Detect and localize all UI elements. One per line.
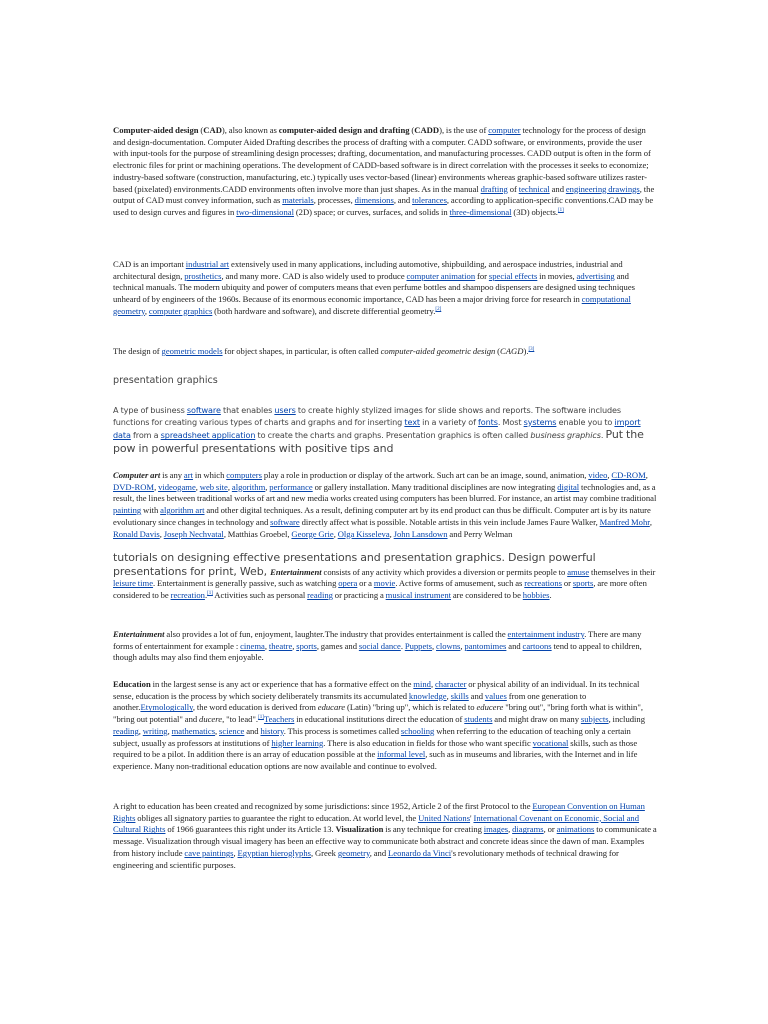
text-run: , (432, 640, 437, 651)
bold-term: Computer-aided design (113, 125, 199, 135)
text-run: , including (608, 714, 646, 725)
text-run: , such as in museums and libraries, with the Internet and in life experience. Many non-traditional education options are now available and continue to evolved. (113, 749, 638, 771)
presentation-graphics-paragraph (113, 405, 658, 455)
text-run: , (607, 470, 612, 480)
inline-link[interactable]: character (434, 679, 467, 689)
text-run: (3D) objects. (511, 206, 558, 217)
inline-link[interactable]: Olga Kisseleva (337, 528, 390, 539)
inline-link[interactable]: hobbies (522, 590, 550, 601)
inline-link[interactable]: subjects (580, 714, 609, 725)
section-heading-block (113, 375, 658, 386)
inline-link[interactable]: theatre (268, 640, 293, 651)
text-run: 's revolutionary methods of technical drawing for engineering and scientific purposes. (113, 847, 619, 870)
overlay-text: Put the pow in powerful presentations with positive tips and (113, 428, 644, 455)
text-run: , and many more. CAD is also widely used to produce (221, 270, 407, 281)
inline-link[interactable]: reading (307, 590, 333, 601)
text-run: and (244, 725, 261, 736)
citation-link[interactable]: [1] (207, 591, 213, 597)
inline-link[interactable]: mathematics (171, 725, 216, 736)
inline-link[interactable]: leisure time (113, 578, 154, 589)
text-run: "bring out", "bring forth what is within", "bring out potential" and (113, 702, 643, 725)
education-paragraph (113, 679, 658, 773)
overlay-text: tutorials on designing effective presentations and presentation graphics. Design powerful presentations for print, Web, (113, 551, 596, 578)
text-run: , (167, 725, 172, 736)
inline-link[interactable]: geometric models (161, 346, 223, 356)
text-run: . (600, 430, 606, 441)
text-run: , games and (316, 640, 359, 651)
text-run: . There are many forms of entertainment for example : (113, 629, 642, 651)
text-run: or gallery installation. Many traditional disciplines are now integrating (312, 481, 558, 492)
entertainment-paragraph (113, 551, 658, 602)
inline-link[interactable]: software (186, 405, 221, 415)
inline-link[interactable]: values (484, 690, 507, 701)
inline-link[interactable]: two-dimensional (236, 206, 294, 217)
citation-link[interactable]: [1] (258, 715, 264, 721)
text-run: , (265, 481, 270, 492)
text-run: , (138, 725, 143, 736)
inline-link[interactable]: DVD-ROM (113, 481, 155, 492)
text-run: for object shapes, in particular, is often called (222, 346, 381, 356)
text-run: , (215, 725, 220, 736)
inline-link[interactable]: history (260, 725, 284, 736)
bold-italic-term: Entertainment (270, 566, 322, 577)
text-run: with (141, 505, 161, 516)
text-run: , (333, 528, 338, 539)
inline-link[interactable]: sports (296, 640, 317, 651)
inline-link[interactable]: algorithm (231, 481, 266, 492)
text-run: from one generation to another. (113, 690, 587, 713)
text-run: , (430, 679, 435, 689)
text-run: and (506, 640, 523, 651)
citation (435, 307, 441, 312)
text-run: and (468, 690, 485, 701)
italic-term: ducere (199, 714, 223, 725)
text-run: from a (130, 430, 161, 441)
text-run: CAD is an important (113, 259, 186, 269)
text-run: or practicing a (332, 590, 386, 601)
text-run: is any (160, 470, 184, 480)
inline-link[interactable]: computer animation (406, 270, 476, 281)
inline-link[interactable]: John Lansdown (393, 528, 448, 539)
text-run: enable you to (556, 416, 615, 427)
text-run: , and (369, 847, 388, 858)
paragraph-text (113, 679, 658, 773)
inline-link[interactable]: United Nations (418, 812, 471, 823)
paragraph-text (113, 405, 658, 455)
inline-link[interactable]: tolerances (412, 195, 447, 206)
text-run: are considered to be (451, 590, 523, 601)
cagd-paragraph (113, 346, 658, 358)
citation-link[interactable]: [1] (557, 208, 564, 214)
text-run: and other digital techniques. As a result, defining computer art by its end product can thus be difficult. Computer art is by its nature evolutionary since changes in technology and (113, 505, 651, 527)
inline-link[interactable]: animations (556, 824, 595, 835)
text-run: A type of business (113, 405, 187, 415)
text-run: for (475, 270, 489, 281)
text-run: . (204, 590, 208, 601)
text-run: , the output of CAD must convey information, such as (113, 183, 655, 206)
bold-italic-term: Entertainment (113, 629, 165, 639)
inline-link[interactable]: sports (572, 578, 594, 589)
bold-term: CAD (203, 125, 222, 135)
text-run: and might draw on many (492, 714, 581, 725)
inline-link[interactable]: students (464, 714, 493, 725)
text-run: , the word education is derived from (192, 702, 318, 713)
citation-link[interactable]: [3] (528, 347, 535, 353)
text-run: , "to lead". (222, 714, 259, 725)
text-run: , (227, 481, 232, 492)
text-run: tend to appeal to children, though adults may also find them enjoyable. (113, 640, 642, 663)
inline-link[interactable]: import (614, 416, 641, 427)
text-run: , (144, 305, 149, 316)
text-run: and technical manuals. The modern ubiquity and power of computers means that even perfume bottles and shampoo dispensers are designed using techniques unheard of by engineers of the 1960s. Because of its enormous economic importance, CAD has been a major driving force for research in (113, 270, 635, 305)
inline-link[interactable]: videogame (158, 481, 196, 492)
inline-link[interactable]: Leonardo da Vinci (388, 847, 452, 858)
text-run: , (292, 640, 297, 651)
inline-link[interactable]: data (113, 430, 131, 441)
inline-link[interactable]: amuse (567, 566, 590, 577)
bold-term: computer-aided design and drafting (278, 125, 410, 135)
text-run: , (264, 640, 269, 651)
inline-link[interactable]: clowns (436, 640, 461, 651)
inline-link[interactable]: writing (142, 725, 168, 736)
inline-link[interactable]: performance (269, 481, 313, 492)
text-run: A right to education has been created and recognized by some jurisdictions: since 1952, Article 2 of the first Protocol to the (113, 801, 533, 811)
paragraph-text (113, 470, 658, 540)
inline-link[interactable]: computers (226, 470, 263, 480)
text-run: , and (393, 195, 413, 206)
text-run: in movies, (537, 270, 577, 281)
inline-link[interactable]: dimensions (354, 195, 394, 206)
inline-link[interactable]: industrial art (185, 259, 230, 269)
inline-link[interactable]: movie (373, 578, 396, 589)
text-run: (2D) space; or curves, surfaces, and solids in (293, 206, 450, 217)
inline-link[interactable]: three-dimensional (449, 206, 512, 217)
text-run: . (400, 640, 405, 651)
inline-link[interactable]: fonts (478, 416, 498, 427)
text-run: in a variety of (419, 416, 479, 427)
text-run: in educational institutions direct the education of (294, 714, 465, 725)
inline-link[interactable]: pantomimes (464, 640, 507, 651)
italic-term: business graphics (530, 430, 601, 441)
inline-link[interactable]: art (183, 470, 193, 480)
text-run: , (389, 528, 394, 539)
text-run: , according to application-specific conventions.CAD may be used to design curves and figures in (113, 195, 654, 217)
text-run: , (233, 847, 238, 858)
text-run: ), is the use of (439, 125, 489, 135)
text-run: , Greek (310, 847, 338, 858)
text-run: also provides a lot of fun, enjoyment, laughter.The industry that provides entertainment is called the (164, 629, 508, 639)
text-run: ( (409, 125, 415, 135)
cad-paragraph (113, 125, 658, 219)
inline-link[interactable]: cartoons (522, 640, 552, 651)
inline-link[interactable]: cinema (240, 640, 265, 651)
inline-link[interactable]: Ronald Davis (113, 528, 160, 539)
inline-link[interactable]: video (588, 470, 608, 480)
inline-link[interactable]: entertainment industry (507, 629, 585, 639)
inline-link[interactable]: informal level (377, 749, 426, 760)
inline-link[interactable]: George Grie (291, 528, 334, 539)
text-run: . This process is sometimes called (283, 725, 401, 736)
inline-link[interactable]: cave paintings (184, 847, 234, 858)
inline-link[interactable]: algorithm art (160, 505, 205, 516)
inline-link[interactable]: technical (518, 183, 550, 194)
italic-term: educere (476, 702, 504, 713)
text-run: technologies and, as a result, the lines between traditional works of art and new media works created using computers has been blurred. For instance, an artist may combine traditional (113, 481, 657, 504)
text-run: to create the charts and graphs. Presentation graphics is often called (255, 430, 531, 441)
citation-link[interactable]: [2] (435, 306, 442, 312)
text-run: . Entertainment is generally passive, such as watching (153, 578, 339, 589)
text-run: in the largest sense is any act or experience that has a formative effect on the (150, 679, 414, 689)
paragraph-text (113, 346, 658, 358)
text-run: directly affect what is possible. Notable artists in this vein include James Faure Walker, (299, 516, 600, 527)
cad-importance-paragraph (113, 259, 658, 318)
text-run: is any technique for creating (383, 824, 484, 835)
inline-link[interactable]: software (270, 516, 300, 527)
text-run: , (645, 470, 648, 480)
right-to-education-paragraph (113, 801, 658, 871)
text-run: , Matthias Groebel, (223, 528, 292, 539)
text-run: ). (523, 346, 529, 356)
inline-link[interactable]: painting (113, 505, 142, 516)
text-run: in which (192, 470, 227, 480)
text-run: to create highly stylized images for slide shows and reports. The software includes functions for creating various types of charts and graphs and for inserting (113, 405, 622, 427)
inline-link[interactable]: reading (113, 725, 139, 736)
text-run: technology for the process of design and design-documentation. Computer Aided Drafting describes the process of drafting with a computer. CADD software, or environments, provide the user with input-tools for the purpose of streamlining design processes; drafting, documentation, and manufacturing processes. CADD output is often in the form of electronic files for print or machining operations. The development of CADD-based software is in direct correlation with the processes it seeks to economize; industry-based software (construction, manufacturing, etc.) typically uses vector-based (linear) environments whereas graphic-based software utilizes raster-based (pixelated) environments.CADD environments often involve more than just shapes. As in the manual (113, 125, 651, 194)
inline-link[interactable]: text (404, 416, 420, 427)
inline-link[interactable]: musical instrument (385, 590, 452, 601)
text-run: Activities such as personal (212, 590, 308, 601)
inline-link[interactable]: systems (523, 416, 557, 427)
inline-link[interactable]: drafting (480, 183, 508, 194)
italic-term: educare (317, 702, 346, 713)
inline-link[interactable]: Manfred Mohr (599, 516, 650, 527)
inline-link[interactable]: users (274, 405, 296, 415)
bold-term: CADD (414, 125, 440, 135)
text-run: or a (357, 578, 374, 589)
text-run: ' (470, 812, 474, 823)
inline-link[interactable]: skills (450, 690, 469, 701)
text-run: and (549, 183, 566, 194)
paragraph-text (113, 551, 658, 602)
text-run: consists of any activity which provides a diversion or permits people to (321, 566, 568, 577)
inline-link[interactable]: materials (282, 195, 314, 206)
text-run: ( (198, 125, 204, 135)
text-run: and Perry Welman (447, 528, 513, 539)
paragraph-text (113, 801, 658, 871)
paragraph-text (113, 259, 658, 318)
text-run: . (549, 590, 552, 601)
italic-term: CAGD (500, 346, 524, 356)
citation (528, 347, 534, 352)
inline-link[interactable]: Etymologically (140, 702, 193, 713)
inline-link[interactable]: recreations (524, 578, 562, 589)
text-run: , (460, 640, 465, 651)
text-run: that enables (220, 405, 275, 415)
bold-italic-term: Computer art (113, 470, 161, 480)
inline-link[interactable]: special effects (488, 270, 538, 281)
inline-link[interactable]: higher learning (271, 737, 324, 748)
text-run: themselves in their (589, 566, 656, 577)
text-run: , (195, 481, 200, 492)
text-run: or physical ability of an individual. In its technical sense, education is the process by which society deliberately transmits its accumulated (113, 679, 640, 701)
inline-link[interactable]: European Convention on Human Rights (113, 801, 645, 823)
computer-art-paragraph (113, 470, 658, 540)
text-run: , (159, 528, 164, 539)
section-heading: presentation graphics (113, 375, 218, 386)
inline-link[interactable]: diagrams (512, 824, 544, 835)
paragraph-text (113, 629, 658, 664)
text-run: ), also known as (221, 125, 279, 135)
text-run: (Latin) "bring up", which is related to (345, 702, 477, 713)
inline-link[interactable]: social dance (358, 640, 401, 651)
text-run: , (508, 824, 513, 835)
inline-link[interactable]: images (483, 824, 509, 835)
text-run: of 1966 guarantees this right under its Article 13. (165, 824, 336, 835)
inline-link[interactable]: digital (557, 481, 580, 492)
inline-link[interactable]: web site (199, 481, 228, 492)
text-run: when referring to the education of teaching only a certain subject, usually as professors at institutions of (113, 725, 631, 748)
inline-link[interactable]: advertising (576, 270, 615, 281)
inline-link[interactable]: Joseph Nechvatal (163, 528, 224, 539)
inline-link[interactable]: opera (338, 578, 358, 589)
text-run: , are more often considered to be (113, 578, 647, 601)
italic-term: computer-aided geometric design (380, 346, 496, 356)
text-run: play a role in production or display of the artwork. Such art can be an image, sound, animation, (262, 470, 589, 480)
inline-link[interactable]: CD-ROM (611, 470, 646, 480)
text-run: ( (495, 346, 501, 356)
entertainment-industry-paragraph (113, 629, 658, 664)
inline-link[interactable]: Teachers (263, 714, 295, 725)
inline-link[interactable]: mind (413, 679, 431, 689)
inline-link[interactable]: knowledge (408, 690, 447, 701)
text-run: . Active forms of amusement, such as (395, 578, 525, 589)
inline-link[interactable]: computer graphics (148, 305, 213, 316)
inline-link[interactable]: vocational (532, 737, 569, 748)
inline-link[interactable]: computational geometry (113, 294, 631, 316)
bold-term: Visualization (335, 824, 384, 835)
text-run: . There is also education in fields for those who want specific (323, 737, 533, 748)
inline-link[interactable]: schooling (400, 725, 435, 736)
inline-link[interactable]: Egyptian hieroglyphs (237, 847, 311, 858)
text-run: , or (543, 824, 557, 835)
text-run: extensively used in many applications, including automotive, shipbuilding, and aerospace industries, industrial and architectural design, (113, 259, 623, 281)
text-run: to communicate a message. Visualization through visual imagery has been an effective way to communicate both abstract and concrete ideas since the dawn of man. Examples from history include (113, 824, 657, 858)
text-run: . Most (497, 416, 524, 427)
citation (558, 208, 564, 213)
inline-link[interactable]: recreation (170, 590, 205, 601)
text-run: or (561, 578, 573, 589)
text-run: The design of (113, 346, 162, 356)
paragraph-text (113, 125, 658, 219)
text-run: of (507, 183, 519, 194)
inline-link[interactable]: spreadsheet application (160, 430, 256, 441)
text-run: obliges all signatory parties to guarantee the right to education. At world level, the (135, 812, 419, 823)
inline-link[interactable]: prosthetics (184, 270, 222, 281)
text-run: (both hardware and software), and discrete differential geometry. (212, 305, 436, 316)
inline-link[interactable]: geometry (337, 847, 370, 858)
inline-link[interactable]: International Covenant on Economic, Social and Cultural Rights (113, 812, 640, 835)
text-run: , (649, 516, 652, 527)
text-run: , processes, (313, 195, 355, 206)
inline-link[interactable]: Puppets (404, 640, 433, 651)
bold-term: Education (113, 679, 151, 689)
inline-link[interactable]: science (219, 725, 245, 736)
inline-link[interactable]: engineering drawings (565, 183, 640, 194)
inline-link[interactable]: computer (488, 125, 521, 135)
text-run: , (154, 481, 159, 492)
text-run: , (446, 690, 451, 701)
text-run: skills, such as those required to be a pilot. In addition there is an array of education possible at the (113, 737, 638, 760)
